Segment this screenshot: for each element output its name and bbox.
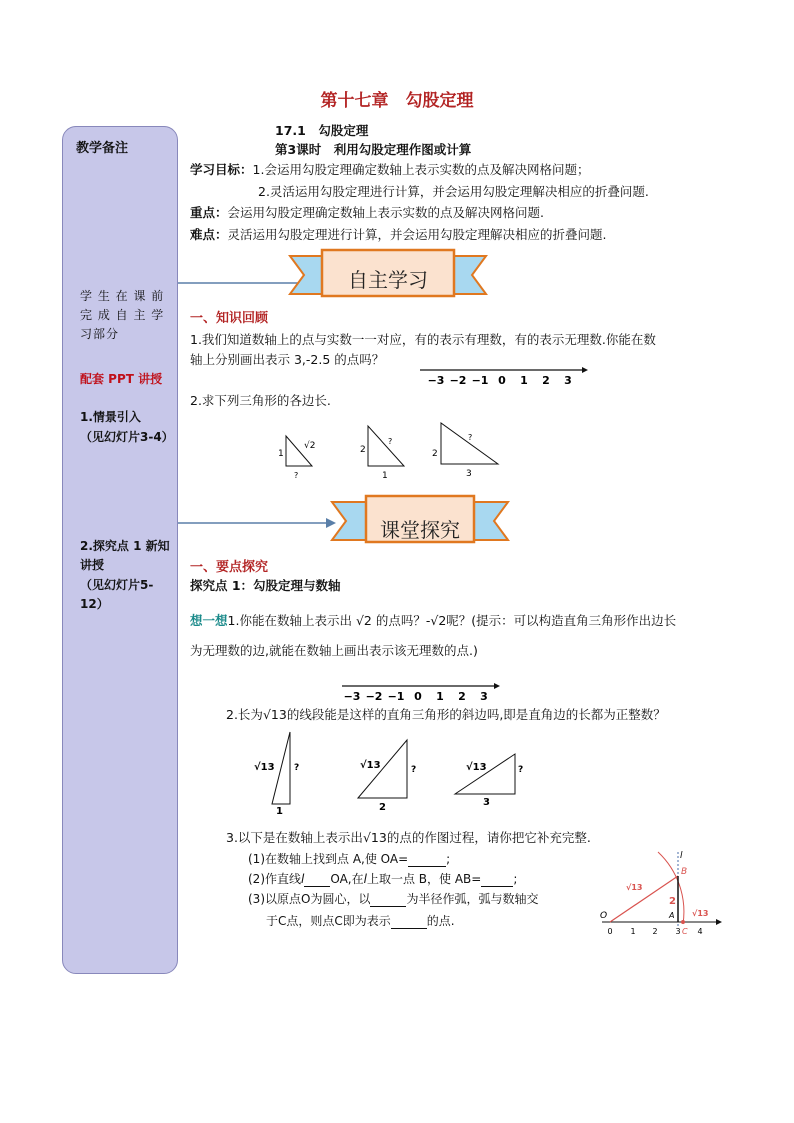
t1-leg: 1 bbox=[276, 806, 283, 814]
think-q1-b: 的点吗？ bbox=[375, 613, 426, 628]
sidebar-note-prep: 学 生 在 课 前完 成 自 主 学习部分 bbox=[80, 289, 165, 341]
key-label: 重点： bbox=[190, 205, 228, 220]
goal-2: 2.灵活运用勾股定理进行计算，并会运用勾股定理解决相应的折叠问题. bbox=[258, 184, 649, 199]
fig-l: l bbox=[680, 851, 683, 861]
axis-label: 3 bbox=[564, 374, 572, 387]
q2-sqrt13: √13 bbox=[262, 707, 287, 722]
banner-class-explore-label: 课堂探究 bbox=[380, 518, 460, 542]
review-triangles bbox=[270, 418, 510, 483]
step3-a: (3)以原点O为圆心，以 bbox=[248, 892, 371, 906]
step2-a: (2)作直线 bbox=[248, 872, 301, 886]
axis-label: −2 bbox=[365, 690, 383, 703]
tri2-base: 1 bbox=[382, 471, 388, 481]
review-q1-line1: 1.我们知道数轴上的点与实数一一对应，有的表示有理数，有的表示无理数.你能在数 bbox=[190, 332, 656, 347]
lesson-title: 第3课时 利用勾股定理作图或计算 bbox=[275, 142, 472, 157]
goals-label: 学习目标： bbox=[190, 162, 253, 177]
review-q2: 2.求下列三角形的各边长. bbox=[190, 393, 331, 408]
axis-label: −3 bbox=[427, 374, 445, 387]
think-q1-d: 为无理数的边,就能在数轴上画出表示该无理数的点.) bbox=[190, 643, 478, 658]
think-q1-c: 呢？(提示：可以构造直角三角形作出边长 bbox=[446, 613, 677, 628]
t1-q: ? bbox=[294, 763, 300, 773]
step3-b: 为半径作弧，弧与数轴交 bbox=[406, 892, 539, 906]
sqrt2: √2 bbox=[355, 613, 372, 628]
axis-label: −1 bbox=[387, 690, 405, 703]
step2-d: ; bbox=[513, 872, 518, 886]
t3-leg: 3 bbox=[483, 797, 490, 808]
think-label: 想一想 bbox=[190, 613, 228, 628]
axis-label: 0 bbox=[414, 690, 422, 703]
sidebar-step1: 1.情景引入 bbox=[80, 410, 141, 424]
tri3-q: ? bbox=[468, 433, 473, 442]
fig-tick-1: 1 bbox=[630, 927, 636, 936]
fig-A: A bbox=[669, 911, 675, 920]
difficult-point: 灵活运用勾股定理进行计算，并会运用勾股定理解决相应的折叠问题. bbox=[227, 227, 607, 242]
axis-label: 3 bbox=[480, 690, 488, 703]
axis-label: 1 bbox=[520, 374, 528, 387]
tri1-side: 1 bbox=[278, 449, 284, 459]
t3-hyp: √13 bbox=[466, 762, 487, 773]
arrow-to-class-explore bbox=[176, 508, 346, 538]
section-number: 17.1 勾股定理 bbox=[275, 123, 369, 138]
fig-B: B bbox=[681, 867, 688, 877]
blank-oa[interactable] bbox=[408, 854, 446, 867]
sqrt13-triangles bbox=[250, 728, 530, 814]
fig-C: C bbox=[682, 927, 688, 936]
sidebar-title: 教学备注 bbox=[76, 141, 129, 156]
axis-label: 2 bbox=[542, 374, 550, 387]
review-q1-line2: 轴上分别画出表示 3,-2.5 的点吗？ bbox=[190, 352, 385, 367]
line-l: l bbox=[301, 872, 305, 886]
step3-c: 于C点，则点C即为表示 bbox=[266, 914, 391, 928]
banner-self-study-label: 自主学习 bbox=[348, 268, 428, 292]
step1-b: ; bbox=[446, 852, 451, 866]
tri3-side: 2 bbox=[432, 449, 438, 459]
fig-O: O bbox=[600, 911, 608, 921]
neg-sqrt2: -√2 bbox=[425, 613, 447, 628]
line-l-2: l bbox=[363, 872, 367, 886]
tri1-hyp: √2 bbox=[304, 441, 316, 451]
fig-two: 2 bbox=[669, 896, 676, 907]
fig-sqrt13-c: √13 bbox=[692, 909, 709, 918]
review-heading: 一、知识回顾 bbox=[190, 311, 269, 326]
tri3-base: 3 bbox=[466, 469, 472, 479]
step2-c: 上取一点 B，使 AB= bbox=[366, 872, 482, 886]
q3-a: 3.以下是在数轴上表示出 bbox=[226, 830, 363, 845]
number-line-1 bbox=[410, 364, 590, 390]
blank-ab[interactable] bbox=[481, 874, 513, 887]
sidebar-step2: 2.探究点 1 新知讲授 bbox=[80, 539, 170, 572]
difficult-label: 难点： bbox=[190, 227, 228, 242]
t2-leg: 2 bbox=[379, 802, 386, 813]
fig-tick-0: 0 bbox=[607, 927, 613, 936]
fig-tick-4: 4 bbox=[697, 927, 703, 936]
axis-label: 2 bbox=[458, 690, 466, 703]
key-point: 会运用勾股定理确定数轴上表示实数的点及解决网格问题. bbox=[227, 205, 544, 220]
step3-d: 的点. bbox=[426, 914, 455, 928]
q3-b: 的点的作图过程，请你把它补充完整. bbox=[386, 830, 591, 845]
explore-heading: 一、要点探究 bbox=[190, 560, 269, 575]
step2-b: OA,在 bbox=[330, 872, 364, 886]
sidebar-step1-ref: （见幻灯片3-4） bbox=[80, 430, 174, 444]
axis-label: −2 bbox=[449, 374, 467, 387]
q3-sqrt13: √13 bbox=[362, 830, 387, 845]
q2-b: 的线段能是这样的直角三角形的斜边吗,即是直角边的长都为正整数？ bbox=[286, 707, 666, 722]
goal-1: 1.会运用勾股定理确定数轴上表示实数的点及解决网格问题； bbox=[252, 162, 590, 177]
axis-label: 0 bbox=[498, 374, 506, 387]
chapter-title: 第十七章 勾股定理 bbox=[320, 91, 474, 111]
axis-label: 1 bbox=[436, 690, 444, 703]
t2-hyp: √13 bbox=[360, 760, 381, 771]
fig-sqrt13: √13 bbox=[626, 883, 643, 892]
q2-a: 2.长为 bbox=[226, 707, 263, 722]
blank-relation[interactable] bbox=[304, 874, 330, 887]
axis-label: −3 bbox=[343, 690, 361, 703]
fig-tick-2: 2 bbox=[652, 927, 658, 936]
t1-hyp: √13 bbox=[254, 762, 275, 773]
t3-q: ? bbox=[518, 765, 524, 775]
number-line-2 bbox=[332, 680, 512, 706]
step1-a: (1)在数轴上找到点 A,使 OA= bbox=[248, 852, 409, 866]
fig-tick-3: 3 bbox=[675, 927, 681, 936]
sidebar-ppt-label: 配套 PPT 讲授 bbox=[80, 372, 163, 386]
think-q1-a: 1.你能在数轴上表示出 bbox=[227, 613, 352, 628]
construction-figure bbox=[596, 846, 726, 938]
tri2-side: 2 bbox=[360, 445, 366, 455]
tri2-q: ? bbox=[388, 437, 393, 446]
blank-value[interactable] bbox=[391, 916, 427, 929]
tri1-q: ? bbox=[294, 471, 299, 480]
blank-radius[interactable] bbox=[370, 894, 406, 907]
explore-point1: 探究点 1：勾股定理与数轴 bbox=[190, 578, 341, 593]
t2-q: ? bbox=[411, 765, 417, 775]
sidebar-step2-ref: （见幻灯片5-12） bbox=[80, 578, 154, 611]
axis-label: −1 bbox=[471, 374, 489, 387]
